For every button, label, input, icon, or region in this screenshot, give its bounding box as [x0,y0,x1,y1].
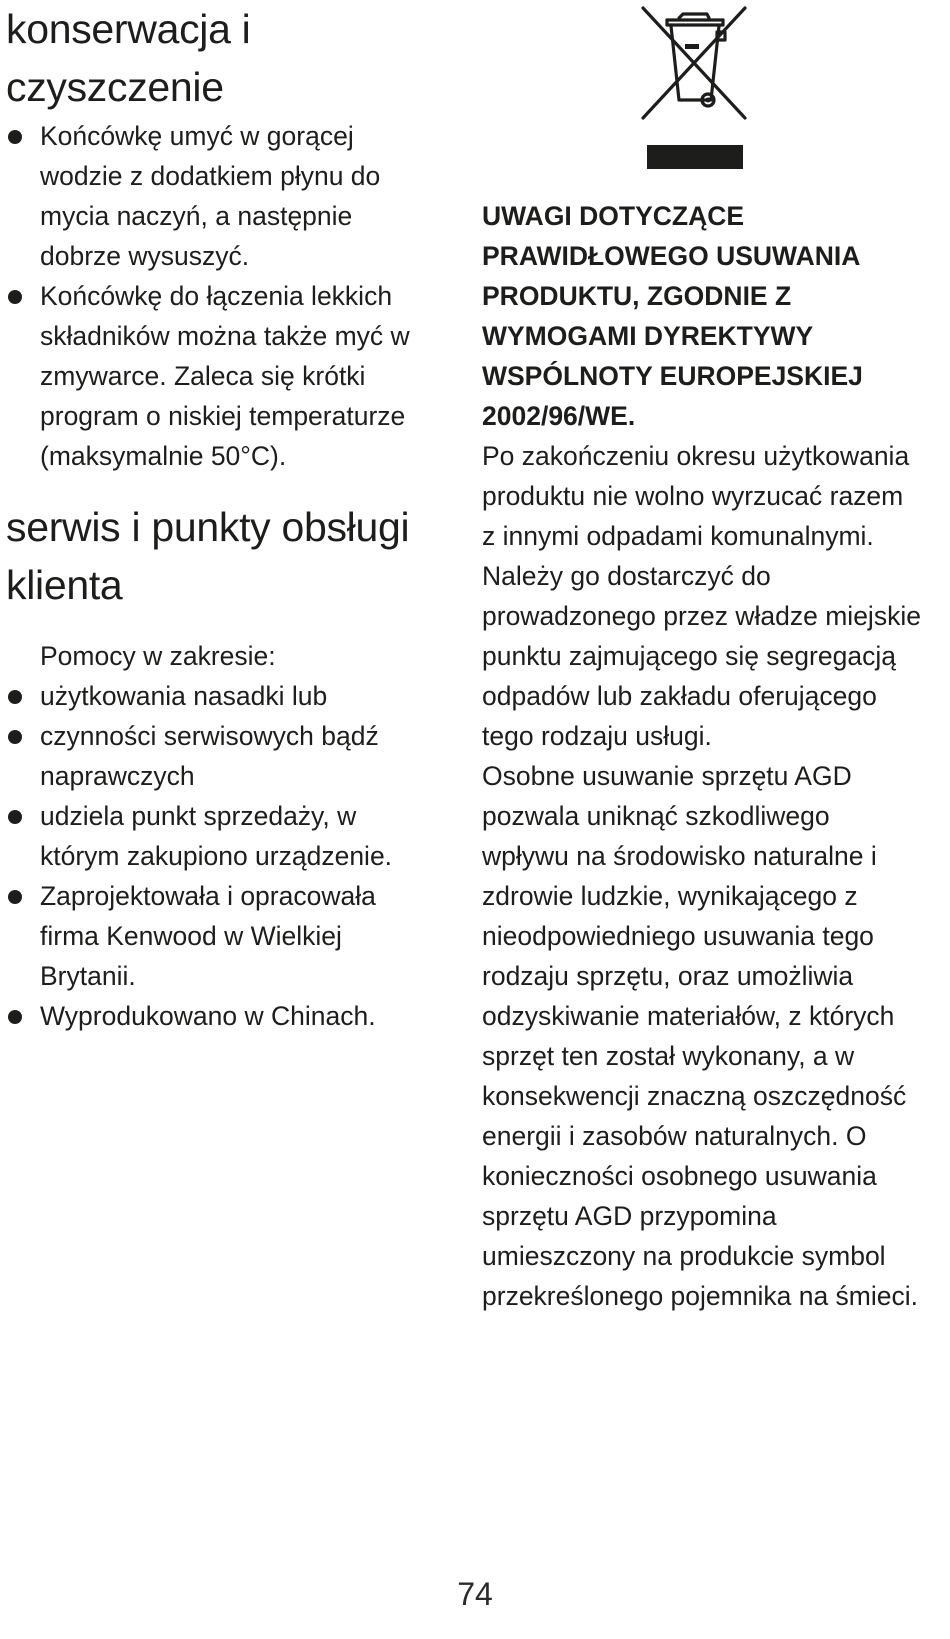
list-item: Wyprodukowano w Chinach. [6,996,426,1036]
service-heading: serwis i punkty obsługi klienta [6,504,410,608]
weee-bar [647,145,743,169]
weee-paragraph: Po zakończeniu okresu użytkowania produktu nie wolno wyrzucać razem z innymi odpadami komunalnymi. [482,441,910,551]
service-list [6,676,426,876]
list-item: użytkowania nasadki lub [6,676,426,716]
weee-heading: UWAGI DOTYCZĄCE PRAWIDŁOWEGO USUWANIA PRODUKTU, ZGODNIE Z WYMOGAMI DYREKTYWY WSPÓLNOTY EUROPEJSKIEJ 2002/96/WE. [482,201,863,431]
list-item: udziela punkt sprzedaży, w którym zakupiono urządzenie. [6,796,426,876]
list-item: Końcówkę umyć w gorącej wodzie z dodatkiem płynu do mycia naczyń, a następnie dobrze wysuszyć. [6,116,426,276]
care-heading: konserwacja i czyszczenie [6,6,251,110]
list-item: czynności serwisowych bądź naprawczych [6,716,426,796]
manufacturer-list [6,876,426,1036]
weee-body [482,436,922,1316]
crossed-out-wheelie-bin-icon [637,4,755,124]
page-number: 74 [457,1576,493,1612]
list-item: Zaprojektowała i opracowała firma Kenwood w Wielkiej Brytanii. [6,876,426,996]
left-column [6,0,426,1036]
list-item: Końcówkę do łączenia lekkich składników można także myć w zmywarce. Zaleca się krótki program o niskiej temperaturze (maksymalnie 50°C). [6,276,426,476]
service-intro: Pomocy w zakresie: [40,641,276,671]
care-list [6,116,426,476]
weee-paragraph: Należy go dostarczyć do prowadzonego przez władze miejskie punktu zajmującego się segregacją odpadów lub zakładu oferującego tego rodzaju usługi. [482,561,921,751]
weee-paragraph: Osobne usuwanie sprzętu AGD pozwala uniknąć szkodliwego wpływu na środowisko naturalne i zdrowie ludzkie, wynikającego z nieodpowiedniego usuwania tego rodzaju sprzętu, oraz umożliwia odzyskiwanie materiałów, z których sprzęt ten został wykonany, a w konsekwencji znaczną oszczędność energii i zasobów naturalnych. O konieczności osobnego usuwania sprzętu AGD przypomina umieszczony na produkcie symbol przekreślonego pojemnika na śmieci. [482,761,918,1311]
